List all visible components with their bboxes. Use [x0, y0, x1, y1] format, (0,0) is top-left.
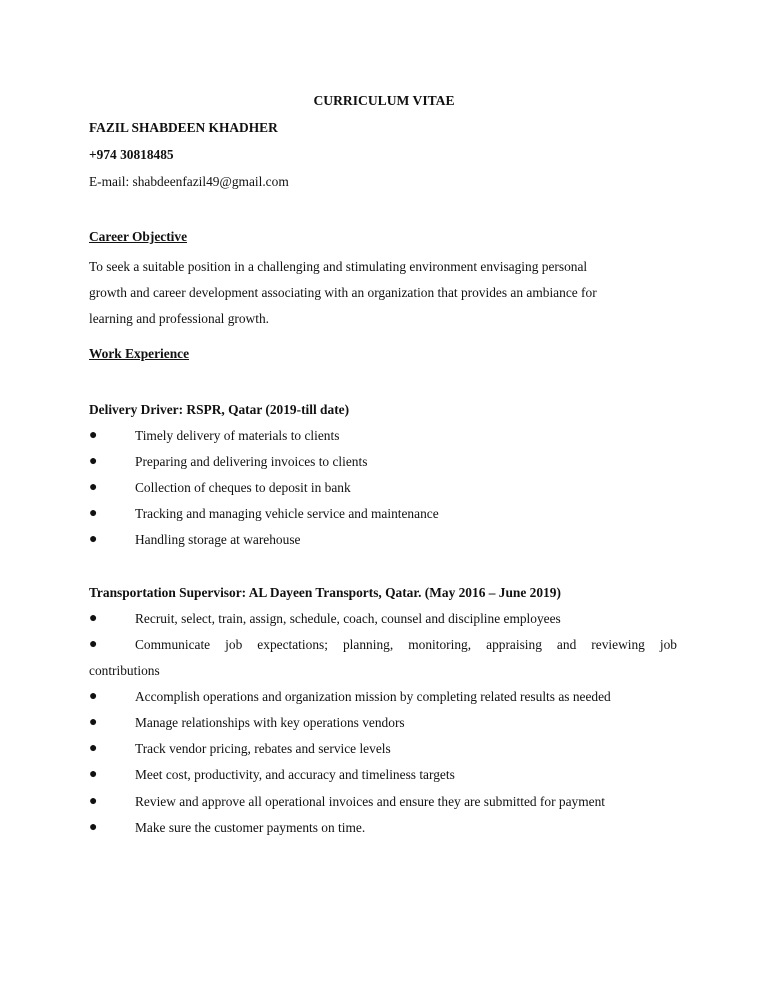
- list-item: [89, 767, 689, 789]
- list-item-text: Preparing and delivering invoices to clients: [135, 454, 368, 469]
- career-objective-line-2: growth and career development associating with an organization that provides an ambiance for: [89, 285, 597, 300]
- list-item-text: Manage relationships with key operations vendors: [135, 715, 405, 730]
- career-objective-heading: Career Objective: [89, 229, 188, 244]
- list-item: [89, 820, 689, 842]
- list-item-text: Track vendor pricing, rebates and service levels: [135, 741, 391, 756]
- document-title: CURRICULUM VITAE: [313, 93, 455, 108]
- list-item-text: Timely delivery of materials to clients: [135, 428, 340, 443]
- bullet-icon: ●: [89, 767, 98, 782]
- list-item: [89, 741, 689, 763]
- list-item: [89, 794, 689, 816]
- list-item-text: Communicate job expectations; planning, monitoring, appraising and reviewing job: [135, 637, 677, 652]
- bullet-icon: ●: [89, 820, 98, 835]
- candidate-name: FAZIL SHABDEEN KHADHER: [89, 120, 278, 135]
- job-title-transportation-supervisor: Transportation Supervisor: AL Dayeen Transports, Qatar. (May 2016 – June 2019): [89, 585, 561, 600]
- job-title-delivery-driver: Delivery Driver: RSPR, Qatar (2019-till date): [89, 402, 350, 417]
- career-objective-line-1: To seek a suitable position in a challenging and stimulating environment envisaging personal: [89, 259, 588, 274]
- list-item-text: Review and approve all operational invoices and ensure they are submitted for payment: [135, 794, 605, 809]
- bullet-icon: ●: [89, 611, 98, 626]
- list-item-text: Collection of cheques to deposit in bank: [135, 480, 351, 495]
- list-item-text: Make sure the customer payments on time.: [135, 820, 366, 835]
- list-item-text: Meet cost, productivity, and accuracy and timeliness targets: [135, 767, 455, 782]
- bullet-icon: ●: [89, 715, 98, 730]
- bullet-icon: ●: [89, 637, 98, 652]
- list-item-text: Recruit, select, train, assign, schedule, coach, counsel and discipline employees: [135, 611, 561, 626]
- list-item-continuation: contributions: [89, 663, 160, 678]
- bullet-icon: ●: [89, 454, 98, 469]
- list-item: [89, 428, 689, 450]
- bullet-icon: ●: [89, 689, 98, 704]
- bullet-icon: ●: [89, 506, 98, 521]
- list-item-text: Accomplish operations and organization mission by completing related results as needed: [135, 689, 611, 704]
- list-item: [89, 611, 689, 633]
- list-item-text: Tracking and managing vehicle service and maintenance: [135, 506, 439, 521]
- email-address: E-mail: shabdeenfazil49@gmail.com: [89, 174, 289, 189]
- list-item: [89, 637, 677, 659]
- phone-number: +974 30818485: [89, 147, 174, 162]
- list-item: [89, 480, 689, 502]
- bullet-icon: ●: [89, 741, 98, 756]
- career-objective-line-3: learning and professional growth.: [89, 311, 269, 326]
- bullet-icon: ●: [89, 794, 98, 809]
- work-experience-heading: Work Experience: [89, 346, 190, 361]
- list-item: [89, 715, 689, 737]
- bullet-icon: ●: [89, 480, 98, 495]
- list-item: [89, 689, 689, 711]
- list-item: [89, 454, 689, 476]
- list-item: [89, 532, 689, 554]
- list-item: [89, 506, 689, 528]
- list-item-text: Handling storage at warehouse: [135, 532, 301, 547]
- bullet-icon: ●: [89, 428, 98, 443]
- bullet-icon: ●: [89, 532, 98, 547]
